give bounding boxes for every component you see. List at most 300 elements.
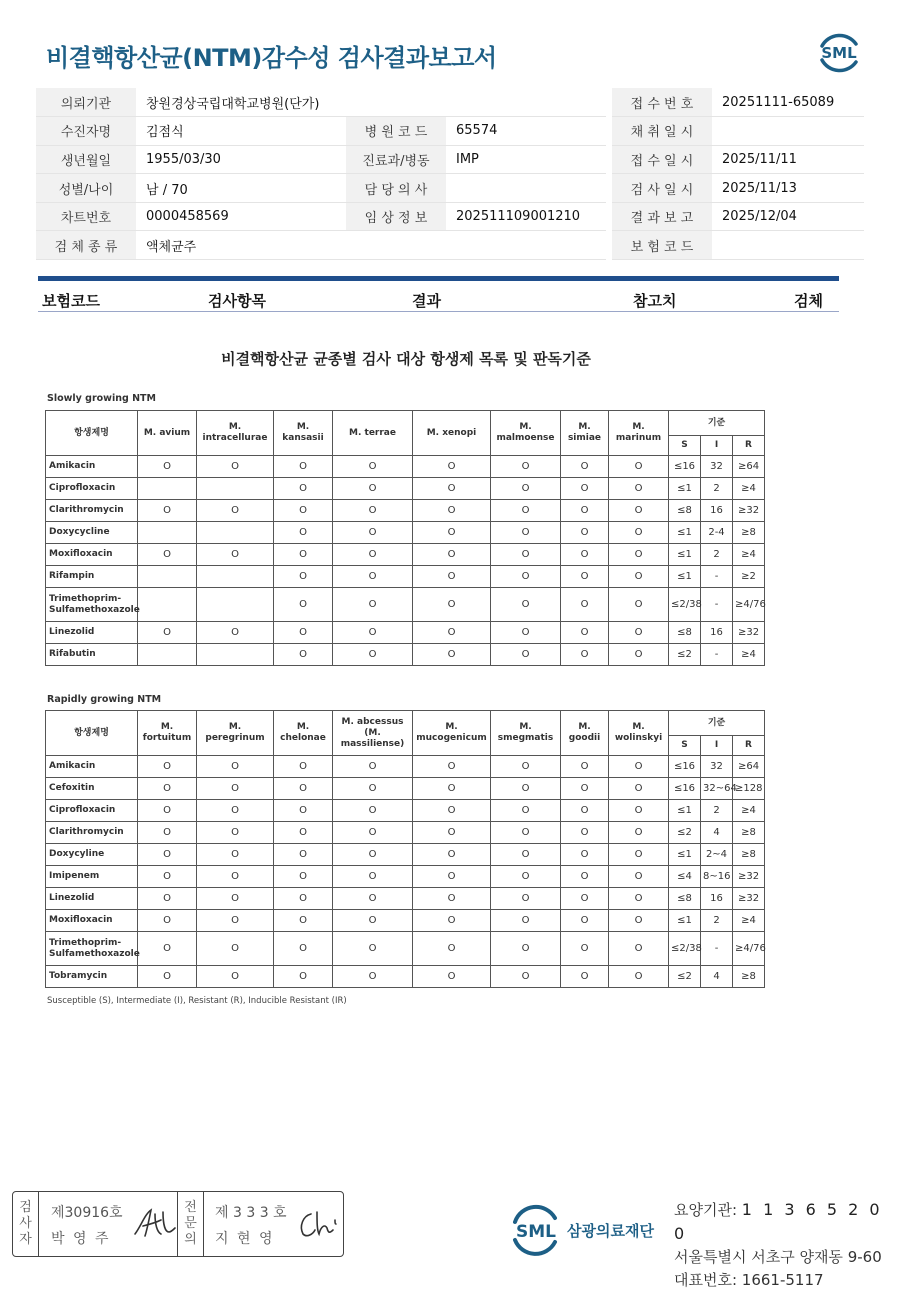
info-label: 결 과 보 고 — [612, 202, 712, 231]
applicability-mark: O — [274, 644, 333, 666]
applicability-mark — [138, 478, 197, 500]
info-label: 병 원 코 드 — [346, 117, 446, 146]
result-header-row — [38, 288, 839, 312]
criteria-r: ≥4 — [733, 644, 765, 666]
applicability-mark: O — [413, 622, 491, 644]
applicability-mark: O — [333, 644, 413, 666]
antibiotic-name: Moxifloxacin — [46, 910, 138, 932]
applicability-mark: O — [609, 622, 669, 644]
info-empty — [446, 88, 606, 117]
table-row — [46, 778, 765, 800]
criteria-r: ≥8 — [733, 522, 765, 544]
info-value: 창원경상국립대학교병원(단가) — [136, 88, 346, 117]
applicability-mark: O — [333, 800, 413, 822]
table-row — [46, 932, 765, 966]
criteria-r: ≥8 — [733, 844, 765, 866]
criteria-header: 기준 — [669, 411, 765, 436]
criteria-s: ≤2 — [669, 822, 701, 844]
footer-code-label: 요양기관: — [674, 1201, 738, 1219]
info-label: 임 상 정 보 — [346, 202, 446, 231]
applicability-mark: O — [274, 822, 333, 844]
applicability-mark — [138, 566, 197, 588]
applicability-mark: O — [274, 478, 333, 500]
species-header: M. simiae — [561, 411, 609, 456]
specialist-signature-icon — [295, 1204, 341, 1244]
applicability-mark: O — [333, 522, 413, 544]
applicability-mark — [197, 644, 274, 666]
applicability-mark — [138, 644, 197, 666]
applicability-mark: O — [609, 566, 669, 588]
footer-address: 서울특별시 서초구 양재동 9-60 — [674, 1248, 882, 1266]
examiner-signature-icon — [131, 1204, 177, 1244]
sml-logo-text: SML — [821, 44, 857, 62]
criteria-r: ≥128 — [733, 778, 765, 800]
criteria-s: ≤1 — [669, 844, 701, 866]
info-label: 접 수 번 호 — [612, 88, 712, 117]
criteria-i: 2~4 — [701, 844, 733, 866]
footer-org-name: 삼광의료재단 — [567, 1222, 654, 1240]
info-row — [36, 145, 864, 174]
applicability-mark: O — [274, 544, 333, 566]
criteria-s: ≤1 — [669, 800, 701, 822]
antibiotic-name: Rifabutin — [46, 644, 138, 666]
criteria-i: 2 — [701, 544, 733, 566]
criteria-s: ≤1 — [669, 910, 701, 932]
species-header: M. fortuitum — [138, 711, 197, 756]
criteria-i: 32 — [701, 456, 733, 478]
applicability-mark: O — [609, 888, 669, 910]
criteria-r: ≥32 — [733, 622, 765, 644]
applicability-mark: O — [491, 544, 561, 566]
info-row — [36, 88, 864, 117]
applicability-mark: O — [561, 844, 609, 866]
applicability-mark — [138, 522, 197, 544]
applicability-mark: O — [609, 588, 669, 622]
report-title: 비결핵항산균(NTM)감수성 검사결과보고서 — [46, 44, 497, 72]
info-value: 액체균주 — [136, 231, 346, 260]
applicability-mark — [197, 588, 274, 622]
applicability-mark: O — [333, 478, 413, 500]
applicability-mark: O — [138, 866, 197, 888]
info-value: 남 / 70 — [136, 174, 346, 203]
species-header: M. malmoense — [491, 411, 561, 456]
applicability-mark: O — [609, 844, 669, 866]
antibiotic-name: Clarithromycin — [46, 822, 138, 844]
specialist-license: 제 3 3 3 호 — [215, 1205, 287, 1221]
applicability-mark: O — [609, 932, 669, 966]
info-value: 202511109001210 — [446, 202, 606, 231]
rapid-category-label: Rapidly growing NTM — [47, 694, 162, 705]
applicability-mark: O — [561, 966, 609, 988]
criteria-i: 16 — [701, 622, 733, 644]
criteria-r: ≥8 — [733, 822, 765, 844]
applicability-mark: O — [274, 566, 333, 588]
criteria-s: ≤2 — [669, 644, 701, 666]
criteria-r: ≥4 — [733, 910, 765, 932]
applicability-mark: O — [561, 910, 609, 932]
applicability-mark: O — [413, 544, 491, 566]
applicability-mark: O — [197, 888, 274, 910]
applicability-mark: O — [197, 932, 274, 966]
applicability-mark: O — [274, 500, 333, 522]
applicability-mark: O — [561, 588, 609, 622]
info-value: 65574 — [446, 117, 606, 146]
applicability-mark: O — [333, 566, 413, 588]
sir-header: S — [669, 736, 701, 756]
table-row — [46, 644, 765, 666]
applicability-mark: O — [138, 500, 197, 522]
applicability-mark: O — [561, 566, 609, 588]
applicability-mark: O — [413, 822, 491, 844]
applicability-mark: O — [333, 866, 413, 888]
table-row — [46, 522, 765, 544]
applicability-mark: O — [609, 456, 669, 478]
applicability-mark: O — [274, 866, 333, 888]
sml-logo-icon — [814, 28, 864, 76]
applicability-mark: O — [491, 844, 561, 866]
applicability-mark: O — [561, 544, 609, 566]
criteria-i: 4 — [701, 966, 733, 988]
applicability-mark: O — [609, 644, 669, 666]
criteria-r: ≥4 — [733, 544, 765, 566]
applicability-mark: O — [561, 522, 609, 544]
criteria-i: 2 — [701, 910, 733, 932]
antibiotic-name: Trimethoprim- Sulfamethoxazole — [46, 588, 138, 622]
applicability-mark: O — [274, 888, 333, 910]
info-label: 의뢰기관 — [36, 88, 136, 117]
criteria-i: - — [701, 566, 733, 588]
criteria-r: ≥32 — [733, 500, 765, 522]
applicability-mark: O — [138, 966, 197, 988]
sir-header: R — [733, 436, 765, 456]
species-header: M. marinum — [609, 411, 669, 456]
applicability-mark: O — [491, 644, 561, 666]
applicability-mark: O — [561, 644, 609, 666]
info-label: 수진자명 — [36, 117, 136, 146]
species-header: M. chelonae — [274, 711, 333, 756]
applicability-mark: O — [561, 866, 609, 888]
info-row — [36, 202, 864, 231]
applicability-mark: O — [491, 778, 561, 800]
applicability-mark: O — [609, 910, 669, 932]
sir-header: I — [701, 736, 733, 756]
species-header: M. wolinskyi — [609, 711, 669, 756]
antibiotic-name: Rifampin — [46, 566, 138, 588]
table-row — [46, 822, 765, 844]
specialist-label: 전 문 의 — [178, 1192, 204, 1256]
applicability-mark: O — [561, 456, 609, 478]
applicability-mark: O — [274, 800, 333, 822]
applicability-mark: O — [138, 800, 197, 822]
section-divider — [38, 276, 839, 281]
applicability-mark: O — [491, 522, 561, 544]
table-row — [46, 756, 765, 778]
applicability-mark: O — [609, 522, 669, 544]
table-row — [46, 966, 765, 988]
applicability-mark: O — [333, 544, 413, 566]
applicability-mark: O — [274, 778, 333, 800]
applicability-mark: O — [138, 622, 197, 644]
table-row — [46, 844, 765, 866]
applicability-mark: O — [561, 822, 609, 844]
applicability-mark: O — [413, 778, 491, 800]
applicability-mark: O — [491, 800, 561, 822]
applicability-mark: O — [413, 800, 491, 822]
info-value: 1955/03/30 — [136, 145, 346, 174]
applicability-mark: O — [333, 822, 413, 844]
applicability-mark — [197, 522, 274, 544]
applicability-mark: O — [561, 778, 609, 800]
antibiotic-name: Cefoxitin — [46, 778, 138, 800]
applicability-mark: O — [333, 588, 413, 622]
criteria-r: ≥8 — [733, 966, 765, 988]
info-label: 차트번호 — [36, 202, 136, 231]
applicability-mark: O — [274, 932, 333, 966]
criteria-i: 2 — [701, 800, 733, 822]
table-row — [46, 456, 765, 478]
info-label: 생년월일 — [36, 145, 136, 174]
species-header: M. abcessus (M. massiliense) — [333, 711, 413, 756]
applicability-mark: O — [491, 478, 561, 500]
info-value: 2025/11/11 — [712, 145, 864, 174]
antibiotic-name: Imipenem — [46, 866, 138, 888]
slow-category-label: Slowly growing NTM — [47, 393, 156, 404]
antibiotic-name: Amikacin — [46, 456, 138, 478]
criteria-s: ≤16 — [669, 778, 701, 800]
applicability-mark: O — [197, 622, 274, 644]
applicability-mark: O — [413, 966, 491, 988]
antibiotic-name: Amikacin — [46, 756, 138, 778]
criteria-i: 16 — [701, 888, 733, 910]
species-header: M. avium — [138, 411, 197, 456]
info-label: 검 체 종 류 — [36, 231, 136, 260]
applicability-mark: O — [491, 566, 561, 588]
table-row — [46, 800, 765, 822]
applicability-mark: O — [138, 822, 197, 844]
table-row — [46, 478, 765, 500]
applicability-mark — [197, 566, 274, 588]
criteria-r: ≥4 — [733, 800, 765, 822]
antibiotic-name: Linezolid — [46, 888, 138, 910]
criteria-i: 32~64 — [701, 778, 733, 800]
applicability-mark: O — [491, 866, 561, 888]
info-row — [36, 117, 864, 146]
footer-logo-text: SML — [516, 1222, 556, 1242]
applicability-mark: O — [413, 888, 491, 910]
info-empty — [346, 88, 446, 117]
applicability-mark: O — [138, 756, 197, 778]
info-label: 진료과/병동 — [346, 145, 446, 174]
info-value: 0000458569 — [136, 202, 346, 231]
applicability-mark: O — [274, 756, 333, 778]
applicability-mark: O — [197, 910, 274, 932]
info-empty — [446, 231, 606, 260]
info-value: 20251111-65089 — [712, 88, 864, 117]
applicability-mark: O — [413, 932, 491, 966]
info-row — [36, 174, 864, 203]
applicability-mark: O — [413, 566, 491, 588]
criteria-s: ≤2 — [669, 966, 701, 988]
info-value: IMP — [446, 145, 606, 174]
criteria-s: ≤2/38 — [669, 588, 701, 622]
applicability-mark: O — [491, 500, 561, 522]
info-value — [712, 231, 864, 260]
applicability-mark: O — [491, 822, 561, 844]
slow-ntm-table — [45, 410, 765, 666]
applicability-mark: O — [274, 522, 333, 544]
criteria-s: ≤8 — [669, 888, 701, 910]
table-row — [46, 588, 765, 622]
applicability-mark: O — [609, 866, 669, 888]
applicability-mark: O — [138, 932, 197, 966]
table-row — [46, 622, 765, 644]
criteria-i: 4 — [701, 822, 733, 844]
applicability-mark: O — [197, 544, 274, 566]
criteria-s: ≤1 — [669, 544, 701, 566]
criteria-r: ≥2 — [733, 566, 765, 588]
header-reference: 참고치 — [633, 292, 677, 310]
applicability-mark: O — [413, 456, 491, 478]
applicability-mark: O — [491, 910, 561, 932]
antibiotic-name: Doxycyline — [46, 844, 138, 866]
applicability-mark — [197, 478, 274, 500]
rapid-ntm-table — [45, 710, 765, 988]
footer-phone-label: 대표번호: — [674, 1271, 738, 1289]
table-row — [46, 566, 765, 588]
criteria-i: - — [701, 932, 733, 966]
info-label: 접 수 일 시 — [612, 145, 712, 174]
species-header: M. terrae — [333, 411, 413, 456]
criteria-s: ≤1 — [669, 566, 701, 588]
legend-text: Susceptible (S), Intermediate (I), Resistant (R), Inducible Resistant (IR) — [47, 996, 347, 1006]
criteria-s: ≤4 — [669, 866, 701, 888]
criteria-i: 2 — [701, 478, 733, 500]
criteria-section-title: 비결핵항산균 균종별 검사 대상 항생제 목록 및 판독기준 — [221, 350, 591, 368]
applicability-mark — [138, 588, 197, 622]
criteria-i: 2-4 — [701, 522, 733, 544]
info-value: 2025/11/13 — [712, 174, 864, 203]
antibiotic-name: Ciprofloxacin — [46, 478, 138, 500]
applicability-mark: O — [413, 866, 491, 888]
applicability-mark: O — [609, 500, 669, 522]
antibiotic-name: Doxycycline — [46, 522, 138, 544]
examiner-label: 검 사 자 — [13, 1192, 39, 1256]
info-value — [712, 117, 864, 146]
info-label: 채 취 일 시 — [612, 117, 712, 146]
species-header: M. goodii — [561, 711, 609, 756]
info-label: 검 사 일 시 — [612, 174, 712, 203]
applicability-mark: O — [413, 588, 491, 622]
applicability-mark: O — [274, 622, 333, 644]
table-row — [46, 910, 765, 932]
criteria-i: - — [701, 644, 733, 666]
applicability-mark: O — [274, 844, 333, 866]
examiner-license: 제30916호 — [51, 1205, 123, 1221]
applicability-mark: O — [561, 478, 609, 500]
applicability-mark: O — [333, 844, 413, 866]
table-header-row — [46, 711, 765, 736]
antibiotic-name: Tobramycin — [46, 966, 138, 988]
patient-info-table — [36, 88, 864, 260]
applicability-mark: O — [561, 888, 609, 910]
samkwang-logo-icon — [511, 1202, 661, 1256]
applicability-mark: O — [197, 822, 274, 844]
applicability-mark: O — [333, 756, 413, 778]
applicability-mark: O — [197, 456, 274, 478]
applicability-mark: O — [197, 500, 274, 522]
criteria-r: ≥4/76 — [733, 588, 765, 622]
applicability-mark: O — [491, 588, 561, 622]
applicability-mark: O — [197, 866, 274, 888]
applicability-mark: O — [197, 756, 274, 778]
applicability-mark: O — [491, 966, 561, 988]
applicability-mark: O — [197, 966, 274, 988]
criteria-s: ≤16 — [669, 756, 701, 778]
info-value — [446, 174, 606, 203]
applicability-mark: O — [413, 522, 491, 544]
sir-header: R — [733, 736, 765, 756]
table-row — [46, 500, 765, 522]
applicability-mark: O — [609, 756, 669, 778]
footer-phone-value: 1661-5117 — [741, 1271, 824, 1289]
info-label: 담 당 의 사 — [346, 174, 446, 203]
species-header: M. mucogenicum — [413, 711, 491, 756]
table-row — [46, 888, 765, 910]
header-result: 결과 — [412, 292, 441, 310]
criteria-r: ≥64 — [733, 756, 765, 778]
criteria-r: ≥32 — [733, 866, 765, 888]
species-header: M. kansasii — [274, 411, 333, 456]
criteria-i: 16 — [701, 500, 733, 522]
applicability-mark: O — [333, 932, 413, 966]
applicability-mark: O — [333, 888, 413, 910]
applicability-mark: O — [333, 778, 413, 800]
applicability-mark: O — [413, 910, 491, 932]
applicability-mark: O — [138, 778, 197, 800]
criteria-i: - — [701, 588, 733, 622]
applicability-mark: O — [138, 456, 197, 478]
applicability-mark: O — [197, 800, 274, 822]
applicability-mark: O — [609, 478, 669, 500]
examiner-name: 박 영 주 — [51, 1231, 111, 1247]
applicability-mark: O — [413, 478, 491, 500]
criteria-s: ≤1 — [669, 478, 701, 500]
antibiotic-name: Ciprofloxacin — [46, 800, 138, 822]
criteria-i: 32 — [701, 756, 733, 778]
applicability-mark: O — [609, 822, 669, 844]
antibiotic-header: 항생제명 — [46, 711, 138, 756]
footer-code-value: 1 1 3 6 5 2 0 0 — [674, 1200, 883, 1243]
criteria-s: ≤8 — [669, 500, 701, 522]
applicability-mark: O — [274, 910, 333, 932]
info-value: 김점식 — [136, 117, 346, 146]
species-header: M. xenopi — [413, 411, 491, 456]
applicability-mark: O — [197, 778, 274, 800]
applicability-mark: O — [561, 756, 609, 778]
table-header-row — [46, 411, 765, 436]
signature-box — [12, 1191, 344, 1257]
applicability-mark: O — [609, 800, 669, 822]
applicability-mark: O — [274, 588, 333, 622]
applicability-mark: O — [413, 644, 491, 666]
criteria-s: ≤8 — [669, 622, 701, 644]
antibiotic-header: 항생제명 — [46, 411, 138, 456]
applicability-mark: O — [561, 800, 609, 822]
footer-info — [674, 1198, 900, 1292]
applicability-mark: O — [561, 500, 609, 522]
applicability-mark: O — [491, 756, 561, 778]
criteria-r: ≥4 — [733, 478, 765, 500]
